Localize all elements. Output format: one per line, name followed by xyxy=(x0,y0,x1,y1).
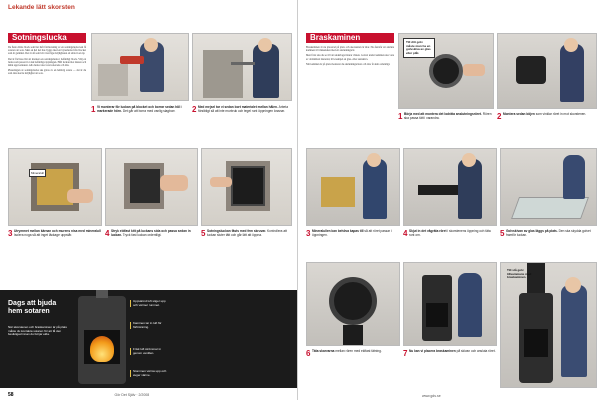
caption-r6 xyxy=(306,350,400,357)
caption-number: 1 xyxy=(398,112,403,121)
callout-2: Kaminen tar in luft för förbränning. xyxy=(130,322,170,329)
photo-note: Till ditt golv måste man ha en golvskiva av glas eller plåt. xyxy=(403,38,435,58)
caption-bold: Täta skarvarna xyxy=(311,349,335,353)
callout-4: Stommen värms upp och avger värme. xyxy=(130,370,170,377)
caption-text: Den ska skydda golvet framför luckan. xyxy=(505,229,591,237)
caption-number: 3 xyxy=(8,229,13,238)
caption-number: 2 xyxy=(192,105,197,114)
caption-bold: Skjut in det vågräta röret xyxy=(408,229,447,233)
caption-r1 xyxy=(398,113,494,121)
page-number: 58 xyxy=(8,392,14,398)
caption-text: i skorstenens öppning och täta runt om. xyxy=(408,229,491,237)
stove-pipe xyxy=(96,290,108,298)
caption-number: 5 xyxy=(201,229,206,238)
photo-glass-plate xyxy=(500,148,597,226)
photo-mineral-wool xyxy=(8,148,102,226)
right-page xyxy=(302,0,600,400)
caption-text: Arbeta försiktigt så att inte murbruk och tegel runt öppningen lossnar. xyxy=(197,105,288,113)
caption-bold: Montera sedan böjen xyxy=(502,112,535,116)
caption-r2 xyxy=(497,113,597,120)
caption-5 xyxy=(201,230,292,238)
magazine-name: Gör Det Själv · 2/2008 xyxy=(114,393,150,397)
caption-3 xyxy=(8,230,102,238)
caption-number: 6 xyxy=(306,349,311,358)
caption-r5 xyxy=(500,230,597,238)
caption-text: Rören ska passa tätt i varandra. xyxy=(403,112,492,120)
callout-1: Uppvärmd luft stiger upp och värmer rummet. xyxy=(130,300,170,307)
body-paragraph: Planeringen av sotningslucka ska göras av en behörig sotare — det är du som inte ska ha möjlighet att sota. xyxy=(8,69,86,76)
site-url: www.gds.se xyxy=(422,394,441,398)
side-note: Tilt stå golv tillsammans med braskaminen. xyxy=(507,268,532,280)
photo-finished-stove xyxy=(500,262,597,388)
box-title: Dags att bjuda hem sotaren xyxy=(8,300,57,315)
right-footer xyxy=(422,394,441,398)
caption-bold: Med mejsel tar vi sedan bort materialet mellan hålen. xyxy=(197,105,278,109)
caption-text: Det går att borra med vanlig slagborr. xyxy=(122,108,176,113)
caption-text: som vinklar röret in mot skorstenen. xyxy=(535,112,587,116)
box-text: När skorstenen och braskaminen är på plats måste du kontakta sotaren för att få den besiktigad innan du börjar elda. xyxy=(8,325,67,337)
caption-r7 xyxy=(403,350,497,357)
body-text-column xyxy=(306,46,394,136)
left-footer xyxy=(8,392,149,398)
caption-bold: Stryk eldfast kitt på luckans sida och passa sedan in luckan. xyxy=(110,229,191,237)
caption-number: 4 xyxy=(105,229,110,238)
caption-r3 xyxy=(306,230,400,238)
caption-text: Tryck fast luckan ordentligt. xyxy=(122,232,162,237)
caption-bold: Vi monterar för luckan på blocket och borrar sedan hål i markerade hörn. xyxy=(96,105,182,113)
photo-pipe-elbow xyxy=(497,33,597,109)
caption-number: 3 xyxy=(306,229,311,238)
callout-3: Frisk luft strömmar in genom ventilen. xyxy=(130,348,170,355)
caption-4 xyxy=(105,230,198,238)
caption-number: 5 xyxy=(500,229,505,238)
photo-placing-stove xyxy=(403,262,497,346)
sotare-info-box xyxy=(0,290,298,388)
running-head: Lekande lätt skorsten xyxy=(8,4,75,11)
caption-text: så att röret passar i öppningen. xyxy=(311,229,392,237)
photo-label: Mineralull xyxy=(31,171,44,175)
photo-fitting-door xyxy=(105,148,198,226)
caption-text: på skivan och ansluta röret. xyxy=(456,349,496,353)
caption-number: 2 xyxy=(497,112,502,121)
caption-bold: Nu kan vi placera braskaminen xyxy=(408,349,456,353)
body-paragraph: Braskaminen är nu placerad på plats och skorstenen är klar. Nu återstår att ansluta kaminen till rökkanalen med ett anslutningsrör. xyxy=(306,46,394,53)
caption-text: Kontrollera att luckan sluter tätt och går lätt att öppna. xyxy=(206,229,287,237)
photo-chiseling xyxy=(192,33,292,101)
section-title-braskaminen: Braskaminen xyxy=(306,33,394,43)
body-paragraph: När kaminen är på plats monterar du anslutningsrören och drar åt dem ordentligt. xyxy=(306,62,391,66)
caption-bold: Sotningsluckan fästs med fem skruvar. xyxy=(206,229,267,233)
caption-text: mellan rören med eldfast tätning. xyxy=(335,349,382,353)
photo-drilling xyxy=(91,33,189,101)
photo-cutting-wool xyxy=(306,148,400,226)
caption-number: 4 xyxy=(403,229,408,238)
caption-1 xyxy=(91,106,189,114)
body-text-column xyxy=(8,46,86,126)
caption-number: 7 xyxy=(403,349,408,358)
caption-text: Isolera noga så att inget läckage uppstår. xyxy=(13,232,73,237)
photo-sealing xyxy=(306,262,400,346)
caption-bold: Mineralullen kan behöva kapas till xyxy=(311,229,364,233)
flame-icon xyxy=(90,336,114,362)
left-page xyxy=(0,0,298,400)
caption-number: 1 xyxy=(91,105,96,114)
caption-r4 xyxy=(403,230,497,238)
photo-screwing-door xyxy=(201,148,292,226)
photo-pipe-vertical xyxy=(398,33,494,109)
caption-bold: Utrymmet mellan kärnan och murens nisa med mineralull xyxy=(13,229,101,233)
photo-horizontal-pipe xyxy=(403,148,497,226)
body-paragraph: De flesta äldre block som har haft förmursning av en sotningslucka kan få sotaren att sota. Men en hel del hus byggs med en byteslucka från blocket som är gammal. Det är då som bör överväga möjligheten att sätta in en ny. xyxy=(8,46,86,56)
caption-bold: Golvskivan av glas läggs på plats. xyxy=(505,229,558,233)
body-paragraph: Men först ska du se till att underlaget klarar vikten. Golvet under kaminen ska vara av obrännbart material, till exempel en glas- eller stenskiva. xyxy=(306,54,394,61)
section-title-sotningslucka: Sotningslucka xyxy=(8,33,86,43)
body-paragraph: Det är förvisso lätt att montera en sotningslucka i befintligt block. Välj en lucka som passar in i den befintliga öppningen. Håll luckan mot muren och märk upp konturen. Alla luckor ska vara isolerade och täta. xyxy=(8,57,87,68)
caption-bold: Börja med att montera det lodräta anslutningsröret. xyxy=(403,112,482,116)
caption-2 xyxy=(192,106,292,114)
